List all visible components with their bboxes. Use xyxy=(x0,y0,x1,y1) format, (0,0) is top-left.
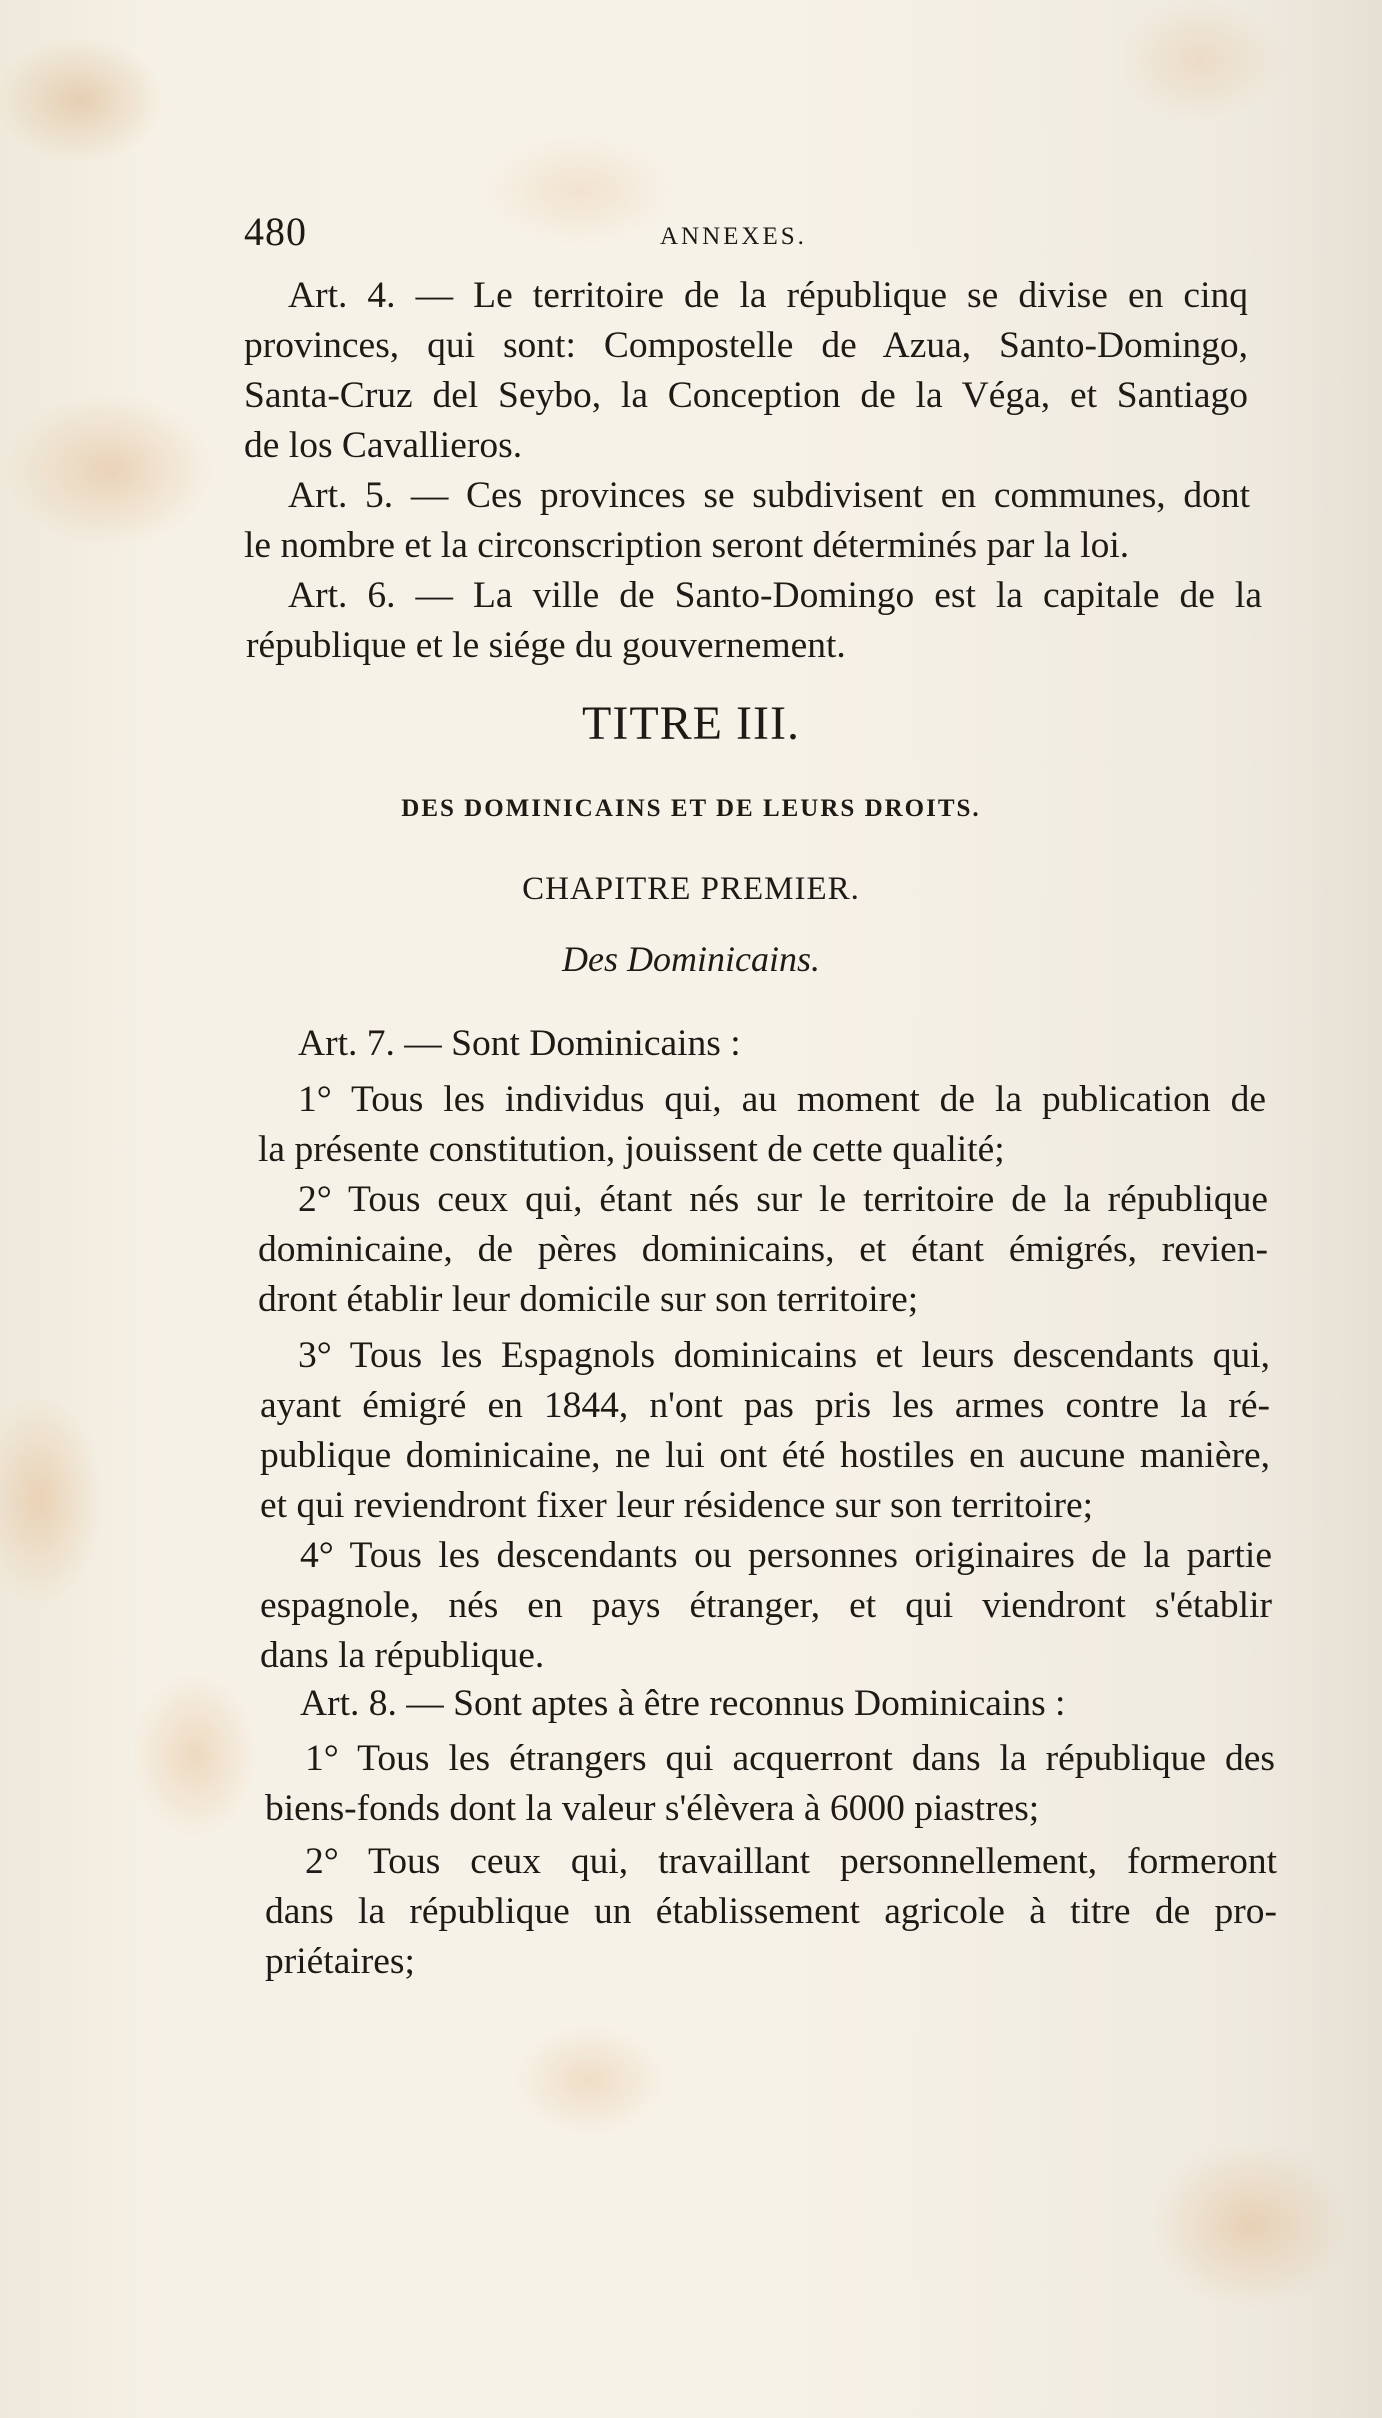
text-line: la présente constitution, jouissent de cette qualité; xyxy=(258,1129,1005,1170)
chapter-heading: CHAPITRE PREMIER. xyxy=(522,871,860,907)
text-line: 3° Tous les Espagnols dominicains et leurs descendants qui, xyxy=(298,1335,1270,1376)
titre-heading: TITRE III. xyxy=(582,697,800,750)
chapter-rubric: Des Dominicains. xyxy=(562,939,820,979)
text-line: Art. 4. — Le territoire de la république se divise en cinq xyxy=(288,275,1248,316)
text-line: Art. 7. — Sont Dominicains : xyxy=(298,1023,741,1064)
text-line: dominicaine, de pères dominicains, et étant émigrés, revien- xyxy=(258,1229,1268,1270)
text-line: 1° Tous les individus qui, au moment de la publication de xyxy=(298,1079,1266,1120)
text-line: république et le siége du gouvernement. xyxy=(246,625,846,666)
text-line: dans la république. xyxy=(260,1635,545,1676)
page-number: 480 xyxy=(244,209,307,254)
section-subtitle: DES DOMINICAINS ET DE LEURS DROITS. xyxy=(401,795,981,822)
text-line: ayant émigré en 1844, n'ont pas pris les armes contre la ré- xyxy=(260,1385,1270,1426)
text-line: dans la république un établissement agricole à titre de pro- xyxy=(265,1891,1277,1932)
text-line: Art. 6. — La ville de Santo-Domingo est la capitale de la xyxy=(288,575,1262,616)
text-line: biens-fonds dont la valeur s'élèvera à 6000 piastres; xyxy=(265,1788,1040,1829)
running-head: ANNEXES. xyxy=(660,223,807,250)
text-line: 2° Tous ceux qui, étant nés sur le territoire de la république xyxy=(298,1179,1268,1220)
text-line: espagnole, nés en pays étranger, et qui viendront s'établir xyxy=(260,1585,1272,1626)
text-line: et qui reviendront fixer leur résidence sur son territoire; xyxy=(260,1485,1094,1526)
text-line: provinces, qui sont: Compostelle de Azua, Santo-Domingo, xyxy=(244,325,1248,366)
text-line: Art. 5. — Ces provinces se subdivisent en communes, dont xyxy=(288,475,1250,516)
text-line: publique dominicaine, ne lui ont été hostiles en aucune manière, xyxy=(260,1435,1270,1476)
text-line: de los Cavallieros. xyxy=(244,425,523,466)
text-line: 1° Tous les étrangers qui acquerront dans la république des xyxy=(305,1738,1275,1779)
text-line: dront établir leur domicile sur son territoire; xyxy=(258,1279,919,1320)
page-header xyxy=(0,208,1382,268)
text-line: priétaires; xyxy=(265,1941,415,1982)
text-line: Art. 8. — Sont aptes à être reconnus Dominicains : xyxy=(300,1683,1066,1724)
text-line: le nombre et la circonscription seront déterminés par la loi. xyxy=(244,525,1130,566)
text-line: 2° Tous ceux qui, travaillant personnellement, formeront xyxy=(305,1841,1277,1882)
text-line: 4° Tous les descendants ou personnes originaires de la partie xyxy=(300,1535,1272,1576)
text-line: Santa-Cruz del Seybo, la Conception de la Véga, et Santiago xyxy=(244,375,1248,416)
